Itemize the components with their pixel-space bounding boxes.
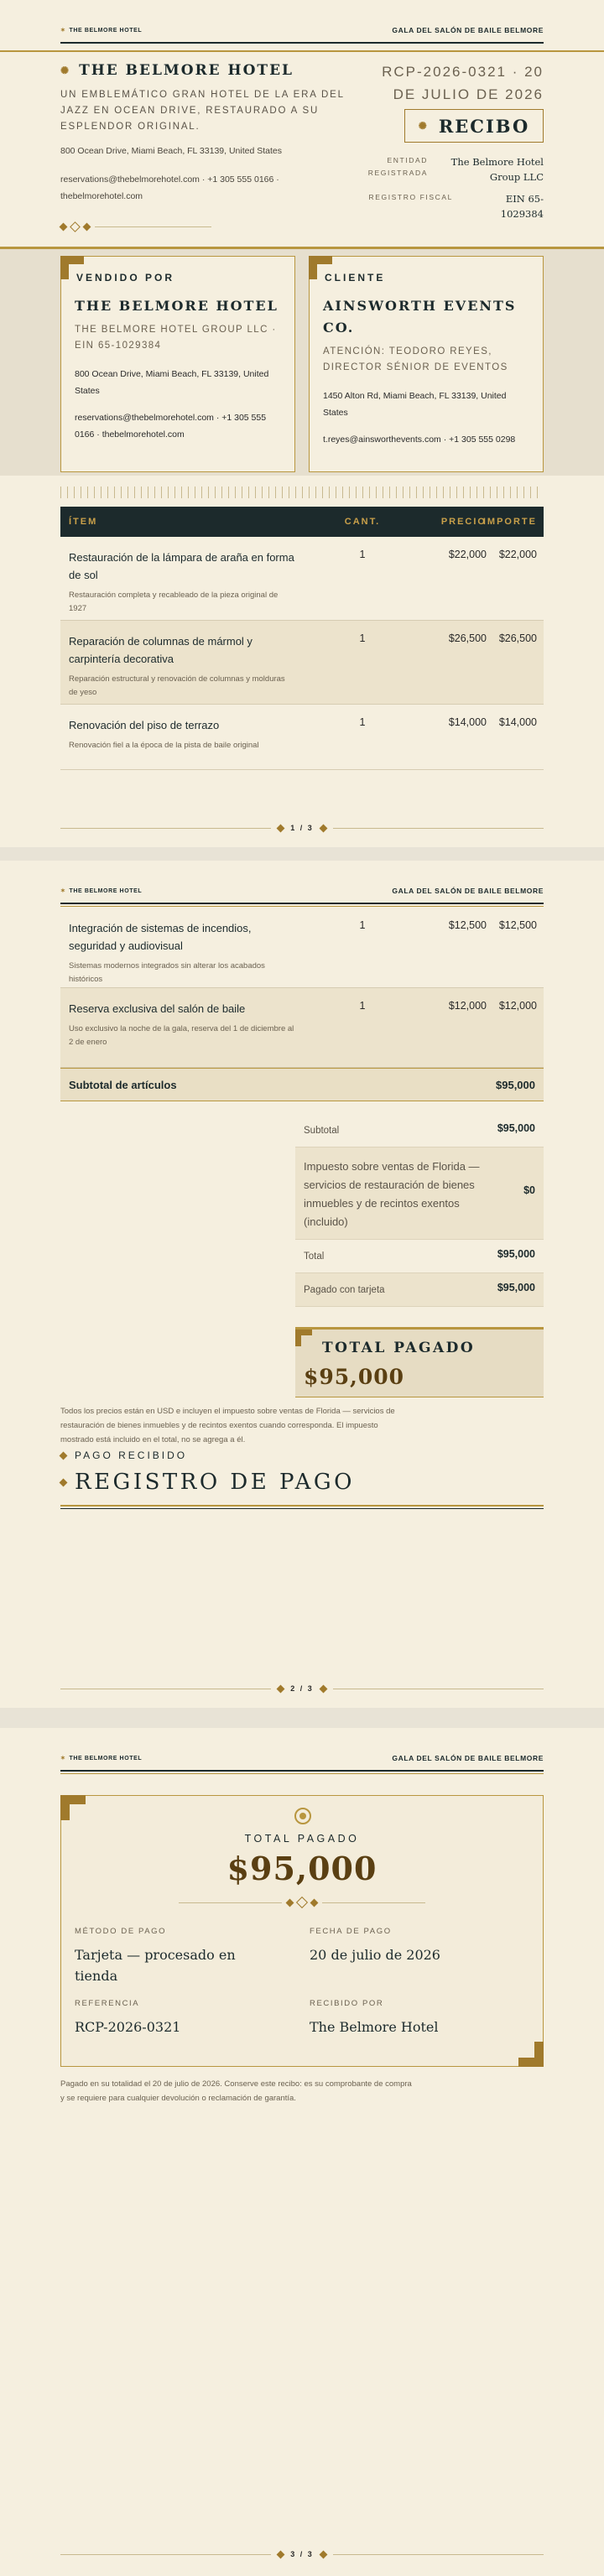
page-footer: [60, 2548, 544, 2560]
item-amount: $12,500: [498, 919, 537, 931]
summary-tax-label: Impuesto sobre ventas de Florida — servicios de restauración de bienes inmuebles y de recintos exentos (incluido): [304, 1160, 480, 1228]
running-brand-text: THE BELMORE HOTEL: [69, 27, 143, 34]
diamond-icon: [83, 222, 91, 231]
sunburst-icon: ✺: [60, 65, 71, 76]
gold-rule: [0, 50, 604, 52]
header-price: PRECIO: [440, 517, 487, 527]
corner-ornament-icon: [295, 1330, 312, 1346]
item-price: $14,000: [448, 716, 487, 728]
summary-subtotal: [295, 1114, 544, 1147]
date-value: 20 de julio de 2026: [310, 1947, 440, 1963]
header-rule: [60, 1770, 544, 1772]
item-title: Reparación de columnas de mármol y carpintería decorativa: [69, 635, 253, 665]
seller-contact: reservations@thebelmorehotel.com · +1 305 555 0166 · thebelmorehotel.com: [75, 413, 267, 440]
summary-paid-value: $95,000: [497, 1282, 535, 1293]
running-brand-text: THE BELMORE HOTEL: [69, 1755, 143, 1762]
item-desc: Sistemas modernos integrados sin alterar los acabados históricos: [69, 961, 265, 984]
diamond-icon: [319, 1684, 327, 1693]
diamond-icon: [277, 1684, 285, 1693]
reference-value: RCP-2026-0321: [75, 2019, 181, 2035]
hotel-title: [60, 62, 294, 79]
item-desc: Restauración completa y recableado de la pieza original de 1927: [69, 591, 279, 613]
item-desc: Reparación estructural y renovación de columnas y molduras de yeso: [69, 674, 285, 697]
payment-method: [75, 1927, 276, 1986]
diamond-icon: [60, 1451, 68, 1460]
page-footer: [60, 1683, 544, 1694]
diamond-icon: [70, 221, 81, 232]
running-header: [60, 22, 544, 39]
item-amount: $22,000: [498, 549, 537, 560]
item-amount: $14,000: [498, 716, 537, 728]
gold-rule: [60, 1773, 544, 1774]
summary-tax: [295, 1147, 544, 1240]
summary-tax-value: $0: [523, 1184, 535, 1196]
gold-rule: [60, 906, 544, 907]
item-qty: 1: [359, 632, 366, 644]
section-title-text: REGISTRO DE PAGO: [75, 1470, 355, 1495]
header-rule: [60, 1508, 544, 1509]
item-title: Renovación del piso de terrazo: [69, 719, 220, 731]
diamond-icon: [286, 1898, 294, 1907]
table-row: [60, 705, 544, 770]
star-icon: ✶: [60, 1756, 66, 1762]
client-sub: ATENCIÓN: TEODORO REYES, DIRECTOR SÉNIOR DE EVENTOS: [323, 346, 508, 372]
diamond-icon: [296, 1897, 308, 1908]
header-qty: CANT.: [344, 517, 381, 527]
received-value: The Belmore Hotel: [310, 2019, 439, 2035]
header-rule: [60, 903, 544, 904]
item-title: Reserva exclusiva del salón de baile: [69, 1002, 246, 1015]
hotel-contact: reservations@thebelmorehotel.com · +1 305 555 0166 · thebelmorehotel.com: [60, 174, 279, 201]
grand-total-box: [295, 1327, 544, 1397]
subtotal-value: $95,000: [496, 1079, 535, 1091]
table-row: [60, 621, 544, 705]
item-price: $22,000: [448, 549, 487, 560]
page-number: 1 / 3: [290, 824, 314, 832]
hotel-address: 800 Ocean Drive, Miami Beach, FL 33139, United States: [60, 146, 282, 156]
section-kicker-text: PAGO RECIBIDO: [75, 1449, 188, 1461]
hotel-tagline: UN EMBLEMÁTICO GRAN HOTEL DE LA ERA DEL JAZZ EN OCEAN DRIVE, RESTAURADO A SU ESPLENDOR ORIGINAL.: [60, 90, 345, 132]
client-card: [309, 256, 544, 472]
seller-address: 800 Ocean Drive, Miami Beach, FL 33139, United States: [75, 369, 269, 396]
sunburst-icon: ✺: [418, 120, 429, 132]
ornament: [179, 1897, 425, 1908]
header-rule: [60, 42, 544, 44]
decorative-strip: [60, 487, 544, 498]
tax-label: REGISTRO FISCAL: [368, 193, 453, 201]
diamond-icon: [310, 1898, 319, 1907]
running-brand: [60, 1755, 142, 1762]
summary-total-value: $95,000: [497, 1248, 535, 1260]
payment-received-by: [310, 1999, 511, 2037]
grand-total-value: $95,000: [304, 1365, 405, 1389]
running-title: GALA DEL SALÓN DE BAILE BELMORE: [392, 1754, 544, 1762]
corner-ornament-icon: [60, 1795, 86, 1820]
client-label: CLIENTE: [325, 272, 386, 284]
payment-card: [60, 1795, 544, 2067]
gold-rule: [60, 1505, 544, 1507]
corner-ornament-icon: [60, 256, 84, 279]
running-brand-text: THE BELMORE HOTEL: [69, 887, 143, 894]
page-2: [0, 861, 604, 1708]
method-label: MÉTODO DE PAGO: [75, 1927, 167, 1936]
summary-paid-label: Pagado con tarjeta: [304, 1285, 385, 1295]
tax-row: [352, 191, 544, 221]
table-header: [60, 507, 544, 537]
card-total-label: TOTAL PAGADO: [244, 1833, 360, 1845]
item-amount: $26,500: [498, 632, 537, 644]
client-name: AINSWORTH EVENTS CO.: [323, 298, 517, 336]
item-qty: 1: [359, 716, 366, 728]
running-brand: [60, 27, 142, 34]
diamond-icon: [277, 824, 285, 832]
tax-note: Todos los precios están en USD e incluyen el impuesto sobre ventas de Florida — servicios de restauración de bienes inmuebles y de recintos exentos cuando corresponda. El impuesto mostrado está incluido en el total, no se agrega a él.: [60, 1407, 395, 1444]
receipt-badge: [404, 109, 544, 143]
running-brand: [60, 887, 142, 894]
item-desc: Uso exclusivo la noche de la gala, reserva del 1 de diciembre al 2 de enero: [69, 1024, 294, 1047]
running-title: GALA DEL SALÓN DE BAILE BELMORE: [392, 887, 544, 895]
diamond-icon: [60, 1478, 68, 1486]
summary-paid: [295, 1273, 544, 1307]
item-qty: 1: [359, 919, 366, 931]
item-qty: 1: [359, 1000, 366, 1012]
corner-ornament-icon: [309, 256, 332, 279]
method-value: Tarjeta — procesado en tienda: [75, 1947, 236, 1984]
item-qty: 1: [359, 549, 366, 560]
corner-ornament-icon: [518, 2042, 544, 2067]
page-footer: [60, 822, 544, 834]
entity-value: The Belmore Hotel Group LLC: [450, 156, 544, 183]
diamond-icon: [319, 824, 327, 832]
seller-card: [60, 256, 295, 472]
header-amount: IMPORTE: [482, 517, 537, 527]
payment-note: Pagado en su totalidad el 20 de julio de 2026. Conserve este recibo: es su comprobante de compra y se requiere para cualquier devolución o reclamación de garantía.: [60, 2079, 412, 2103]
received-label: RECIBIDO POR: [310, 1999, 384, 2008]
tax-value: EIN 65-1029384: [500, 193, 544, 220]
diamond-icon: [277, 2550, 285, 2558]
seller-label: VENDIDO POR: [76, 272, 175, 284]
seller-name: THE BELMORE HOTEL: [75, 298, 279, 314]
client-address: 1450 Alton Rd, Miami Beach, FL 33139, United States: [323, 391, 507, 418]
receipt-badge-label: RECIBO: [438, 115, 530, 137]
reference-label: REFERENCIA: [75, 1999, 140, 2008]
item-price: $26,500: [448, 632, 487, 644]
page-1: [0, 0, 604, 847]
subtotal-label: Subtotal de artículos: [69, 1079, 177, 1091]
running-header: [60, 1750, 544, 1767]
table-row: [60, 908, 544, 988]
grand-total-label: TOTAL PAGADO: [322, 1340, 476, 1356]
diamond-icon: [319, 2550, 327, 2558]
summary-total-label: Total: [304, 1252, 325, 1262]
header-item: ÍTEM: [69, 517, 98, 527]
table-row: [60, 537, 544, 621]
entity-label: ENTIDAD REGISTRADA: [367, 156, 428, 177]
item-price: $12,000: [448, 1000, 487, 1012]
item-amount: $12,000: [498, 1000, 537, 1012]
star-icon: ✶: [60, 28, 66, 34]
page-3: [0, 1728, 604, 2576]
item-title: Restauración de la lámpara de araña en forma de sol: [69, 551, 294, 581]
hotel-name: THE BELMORE HOTEL: [79, 62, 294, 79]
item-price: $12,500: [448, 919, 487, 931]
ornament: [60, 220, 211, 233]
client-contact: t.reyes@ainsworthevents.com · +1 305 555 0298: [323, 435, 516, 445]
item-desc: Renovación fiel a la época de la pista de baile original: [69, 741, 259, 750]
section-title: [60, 1470, 355, 1495]
date-label: FECHA DE PAGO: [310, 1927, 392, 1936]
payment-reference: [75, 1999, 276, 2037]
table-row: [60, 988, 544, 1068]
seller-sub: THE BELMORE HOTEL GROUP LLC · EIN 65-1029384: [75, 325, 277, 351]
page-number: 3 / 3: [290, 2550, 314, 2558]
page-number: 2 / 3: [290, 1684, 314, 1693]
summary-total: [295, 1240, 544, 1273]
diamond-icon: [60, 222, 68, 231]
running-title: GALA DEL SALÓN DE BAILE BELMORE: [392, 26, 544, 34]
payment-date: [310, 1927, 511, 1965]
star-icon: ✶: [60, 888, 66, 894]
summary-subtotal-label: Subtotal: [304, 1126, 340, 1136]
running-header: [60, 882, 544, 899]
section-kicker: [60, 1449, 187, 1461]
summary-subtotal-value: $95,000: [497, 1122, 535, 1134]
card-total-value: $95,000: [226, 1850, 378, 1887]
entity-row: [364, 154, 544, 185]
receipt-number-date: RCP-2026-0321 · 20 DE JULIO DE 2026: [382, 64, 544, 102]
sunburst-icon: [294, 1808, 311, 1824]
item-title: Integración de sistemas de incendios, seguridad y audiovisual: [69, 922, 252, 952]
subtotal-row: [60, 1068, 544, 1101]
